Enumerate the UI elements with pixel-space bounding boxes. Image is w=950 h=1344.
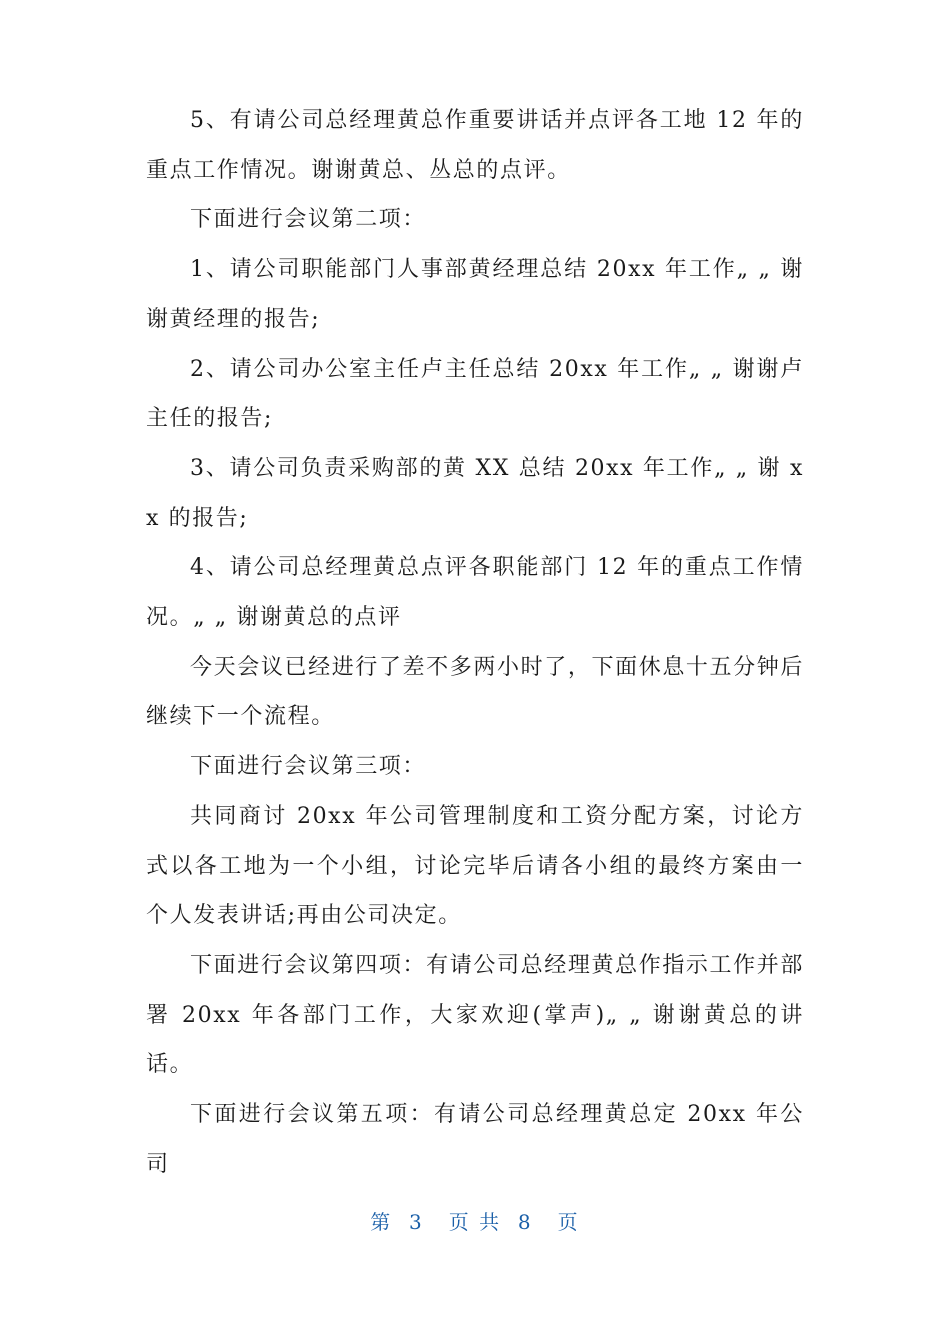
paragraph: 下面进行会议第四项：有请公司总经理黄总作指示工作并部署 20xx 年各部门工作，大家欢迎(掌声)„ „ 谢谢黄总的讲话。: [146, 952, 804, 1078]
paragraph: 3、请公司负责采购部的黄 XX 总结 20xx 年工作„ „ 谢 xx 的报告;: [146, 455, 804, 531]
page-number-footer: 第 3 页 共 8 页: [370, 1210, 580, 1234]
paragraph: 下面进行会议第五项：有请公司总经理黄总定 20xx 年公司: [146, 1102, 804, 1177]
paragraph: 共同商讨 20xx 年公司管理制度和工资分配方案，讨论方式以各工地为一个小组，讨论完毕后请各小组的最终方案由一个人发表讲话;再由公司决定。: [146, 803, 804, 929]
paragraph: 1、请公司职能部门人事部黄经理总结 20xx 年工作„ „ 谢谢黄经理的报告;: [146, 257, 804, 332]
section-heading: 下面进行会议第三项：: [190, 754, 427, 780]
paragraph: 今天会议已经进行了差不多两小时了，下面休息十五分钟后继续下一个流程。: [146, 654, 804, 730]
paragraph: 5、有请公司总经理黄总作重要讲话并点评各工地 12 年的重点工作情况。谢谢黄总、丛总的点评。: [146, 108, 804, 183]
paragraph: 4、请公司总经理黄总点评各职能部门 12 年的重点工作情况。„ „ 谢谢黄总的点评: [146, 555, 804, 631]
paragraph: 2、请公司办公室主任卢主任总结 20xx 年工作„ „ 谢谢卢主任的报告;: [146, 356, 804, 432]
section-heading: 下面进行会议第二项：: [190, 207, 427, 233]
document-body: [146, 96, 804, 1189]
